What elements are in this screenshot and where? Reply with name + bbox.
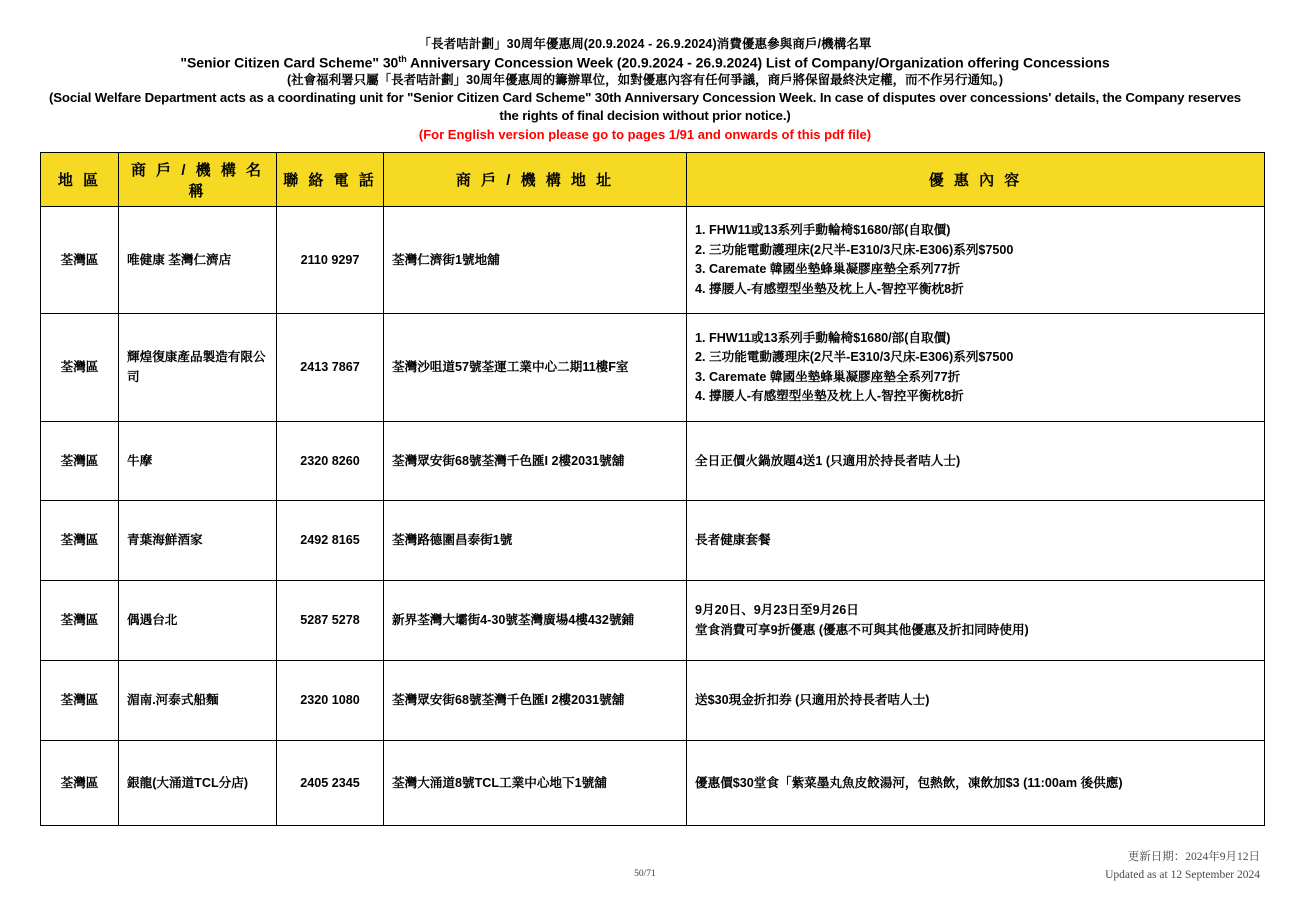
cell-offer bbox=[687, 741, 1265, 826]
page-number: 50/71 bbox=[634, 869, 656, 879]
cell-phone: 2320 1080 bbox=[277, 661, 384, 741]
title-english-prefix: "Senior Citizen Card Scheme" 30 bbox=[180, 54, 399, 71]
cell-phone: 2320 8260 bbox=[277, 422, 384, 501]
cell-merchant-name: 輝煌復康產品製造有限公司 bbox=[119, 314, 277, 422]
table-row bbox=[41, 581, 1265, 661]
offer-line: 3. Caremate 韓國坐墊蜂巢凝膠座墊全系列77折 bbox=[695, 262, 961, 277]
cell-offer bbox=[687, 422, 1265, 501]
cell-phone: 2413 7867 bbox=[277, 314, 384, 422]
table-header bbox=[41, 153, 1265, 207]
table-header-row bbox=[41, 153, 1265, 207]
table-body bbox=[41, 207, 1265, 826]
document-header bbox=[0, 0, 1290, 143]
cell-district: 荃灣區 bbox=[41, 501, 119, 581]
cell-merchant-name: 銀龍(大涌道TCL分店) bbox=[119, 741, 277, 826]
offer-line: 1. FHW11或13系列手動輪椅$1680/部(自取價) bbox=[695, 330, 951, 345]
table-row bbox=[41, 314, 1265, 422]
cell-district: 荃灣區 bbox=[41, 422, 119, 501]
cell-offer bbox=[687, 581, 1265, 661]
offer-line: 4. 撐腰人-有感塑型坐墊及枕上人-智控平衡枕8折 bbox=[695, 281, 964, 296]
table-row bbox=[41, 661, 1265, 741]
cell-offer bbox=[687, 661, 1265, 741]
cell-phone: 2492 8165 bbox=[277, 501, 384, 581]
concession-table bbox=[40, 152, 1265, 826]
cell-phone: 2110 9297 bbox=[277, 207, 384, 314]
cell-district: 荃灣區 bbox=[41, 661, 119, 741]
column-header-district: 地 區 bbox=[41, 153, 119, 207]
column-header-address: 商 戶 / 機 構 地 址 bbox=[384, 153, 687, 207]
offer-line: 4. 撐腰人-有感塑型坐墊及枕上人-智控平衡枕8折 bbox=[695, 389, 964, 404]
english-version-note: (For English version please go to pages 1/91 and onwards of this pdf file) bbox=[418, 126, 872, 142]
cell-phone: 5287 5278 bbox=[277, 581, 384, 661]
offer-line: 2. 三功能電動護理床(2尺半-E310/3尺床-E306)系列$7500 bbox=[695, 242, 1014, 257]
cell-offer bbox=[687, 314, 1265, 422]
cell-district: 荃灣區 bbox=[41, 741, 119, 826]
cell-merchant-name: 偶遇台北 bbox=[119, 581, 277, 661]
cell-address: 荃灣仁濟街1號地舖 bbox=[384, 207, 687, 314]
updated-date-english: Updated as at 12 September 2024 bbox=[1105, 868, 1260, 881]
updated-date-chinese: 更新日期：2024年9月12日 bbox=[1127, 851, 1260, 863]
cell-district: 荃灣區 bbox=[41, 314, 119, 422]
cell-address: 荃灣路德圍昌泰街1號 bbox=[384, 501, 687, 581]
document-footer bbox=[0, 849, 1290, 897]
concession-table-container bbox=[0, 143, 1290, 826]
table-row bbox=[41, 741, 1265, 826]
offer-line: 長者健康套餐 bbox=[695, 533, 771, 548]
title-english bbox=[30, 53, 1260, 73]
cell-offer bbox=[687, 207, 1265, 314]
table-row bbox=[41, 501, 1265, 581]
cell-address: 荃灣眾安街68號荃灣千色匯I 2樓2031號舖 bbox=[384, 661, 687, 741]
offer-line: 2. 三功能電動護理床(2尺半-E310/3尺床-E306)系列$7500 bbox=[695, 350, 1014, 365]
table-row bbox=[41, 207, 1265, 314]
cell-merchant-name: 唯健康 荃灣仁濟店 bbox=[119, 207, 277, 314]
column-header-offer: 優 惠 內 容 bbox=[687, 153, 1265, 207]
offer-line: 優惠價$30堂食「紫菜墨丸魚皮餃湯河，包熱飲，凍飲加$3 (11:00am 後供應) bbox=[695, 775, 1123, 790]
disclaimer-chinese: (社會福利署只屬「長者咭計劃」30周年優惠周的籌辦單位，如對優惠內容有任何爭議，商戶將保留最終決定權，而不作另行通知。) bbox=[287, 73, 1003, 88]
offer-line: 9月20日、9月23日至9月26日 bbox=[695, 603, 859, 618]
cell-merchant-name: 青葉海鮮酒家 bbox=[119, 501, 277, 581]
column-header-name: 商 戶 / 機 構 名 稱 bbox=[119, 153, 277, 207]
table-row bbox=[41, 422, 1265, 501]
cell-district: 荃灣區 bbox=[41, 581, 119, 661]
offer-line: 送$30現金折扣券 (只適用於持長者咭人士) bbox=[695, 693, 930, 708]
title-english-suffix: Anniversary Concession Week (20.9.2024 - 26.9.2024) List of Company/Organization offering Concessions bbox=[406, 54, 1110, 71]
cell-district: 荃灣區 bbox=[41, 207, 119, 314]
offer-line: 3. Caremate 韓國坐墊蜂巢凝膠座墊全系列77折 bbox=[695, 369, 961, 384]
cell-address: 新界荃灣大壩街4-30號荃灣廣場4樓432號鋪 bbox=[384, 581, 687, 661]
cell-offer bbox=[687, 501, 1265, 581]
cell-merchant-name: 牛摩 bbox=[119, 422, 277, 501]
disclaimer-english: (Social Welfare Department acts as a coordinating unit for "Senior Citizen Card Scheme" 30th Anniversary Concession Week. In case of disputes over concessions' details, the Company reserves the rights of final decision without prior notice.) bbox=[49, 90, 1241, 124]
column-header-phone: 聯 絡 電 話 bbox=[277, 153, 384, 207]
cell-address: 荃灣眾安街68號荃灣千色匯I 2樓2031號舖 bbox=[384, 422, 687, 501]
title-ordinal-suffix: th bbox=[398, 53, 407, 64]
cell-address: 荃灣大涌道8號TCL工業中心地下1號舖 bbox=[384, 741, 687, 826]
updated-date bbox=[1105, 849, 1260, 885]
offer-line: 1. FHW11或13系列手動輪椅$1680/部(自取價) bbox=[695, 223, 951, 238]
title-chinese: 「長者咭計劃」30周年優惠周(20.9.2024 - 26.9.2024)消費優惠參與商戶/機構名單 bbox=[418, 37, 872, 51]
cell-merchant-name: 湄南.河泰式船麵 bbox=[119, 661, 277, 741]
cell-address: 荃灣沙咀道57號荃運工業中心二期11樓F室 bbox=[384, 314, 687, 422]
offer-line: 全日正價火鍋放題4送1 (只適用於持長者咭人士) bbox=[695, 453, 961, 468]
cell-phone: 2405 2345 bbox=[277, 741, 384, 826]
offer-line: 堂食消費可享9折優惠 (優惠不可與其他優惠及折扣同時使用) bbox=[695, 622, 1029, 637]
